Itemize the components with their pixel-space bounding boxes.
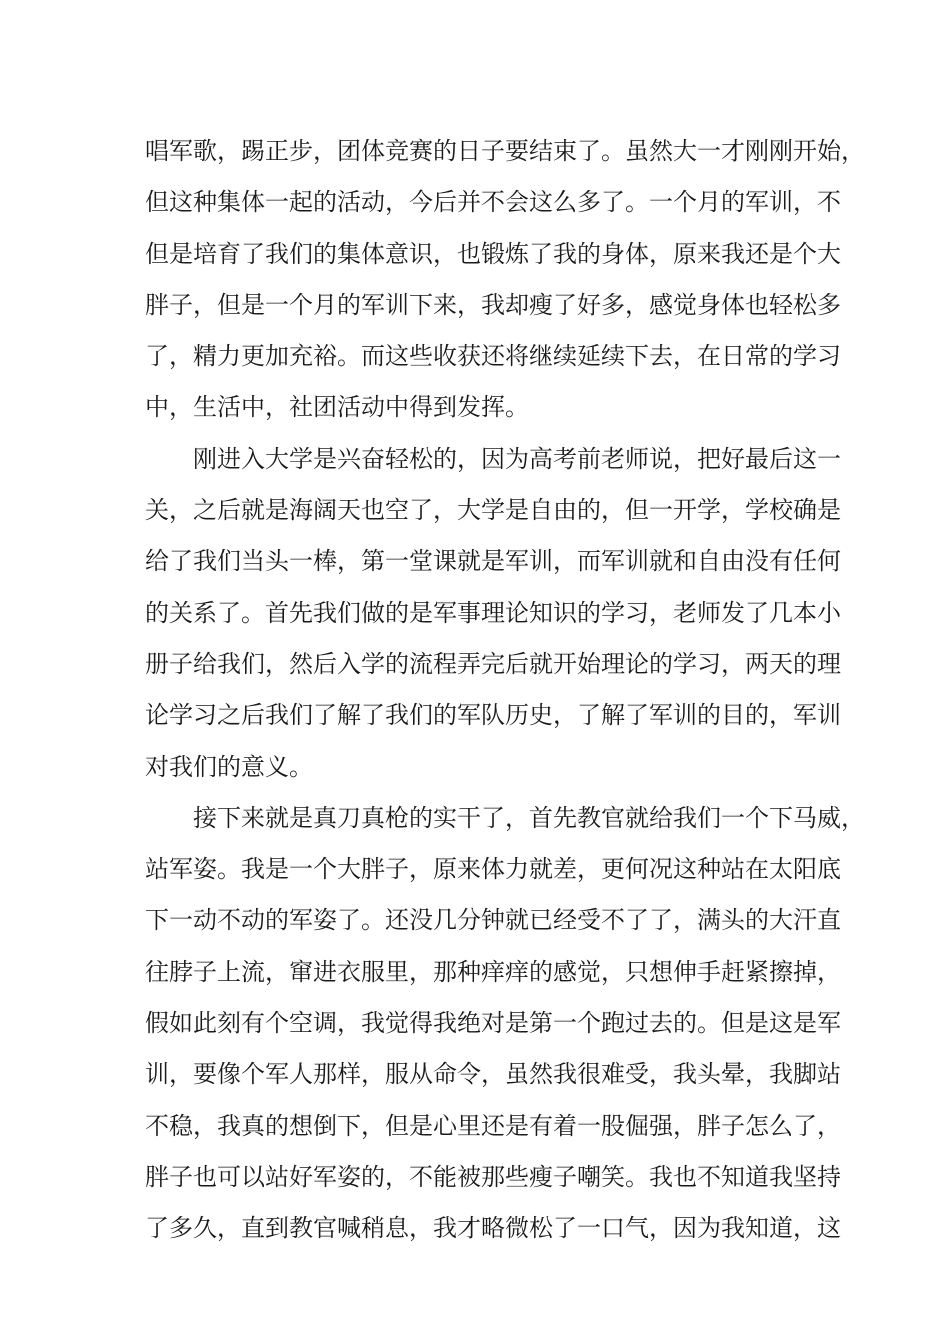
text-line: 接下来就是真刀真枪的实干了，首先教官就给我们一个下马威，	[193, 803, 865, 832]
paragraph-1	[145, 126, 865, 434]
text-line: 胖子，但是一个月的军训下来，我却瘦了好多，感觉身体也轻松多	[145, 290, 841, 319]
text-line: 往脖子上流，窜进衣服里，那种痒痒的感觉，只想伸手赶紧擦掉，	[145, 957, 841, 986]
text-line: 训，要像个军人那样，服从命令，虽然我很难受，我头晕，我脚站	[145, 1060, 841, 1089]
text-line: 不稳，我真的想倒下，但是心里还是有着一股倔强，胖子怎么了，	[145, 1111, 841, 1140]
text-line: 了多久，直到教官喊稍息，我才略微松了一口气，因为我知道，这	[145, 1214, 841, 1243]
paragraph-3	[145, 793, 865, 1255]
text-line: 假如此刻有个空调，我觉得我绝对是第一个跑过去的。但是这是军	[145, 1009, 841, 1038]
text-line: 给了我们当头一棒，第一堂课就是军训，而军训就和自由没有任何	[145, 547, 841, 576]
text-line: 唱军歌，踢正步，团体竞赛的日子要结束了。虽然大一才刚刚开始，	[145, 137, 865, 165]
text-line: 下一动不动的军姿了。还没几分钟就已经受不了了，满头的大汗直	[145, 906, 841, 935]
text-line: 关，之后就是海阔天也空了，大学是自由的，但一开学，学校确是	[145, 496, 841, 525]
text-line: 但这种集体一起的活动，今后并不会这么多了。一个月的军训，不	[145, 188, 841, 217]
body-text	[145, 126, 865, 1255]
text-line: 了，精力更加充裕。而这些收获还将继续延续下去，在日常的学习	[145, 342, 841, 371]
text-line: 对我们的意义。	[145, 752, 313, 781]
text-line: 站军姿。我是一个大胖子，原来体力就差，更何况这种站在太阳底	[145, 855, 841, 884]
text-line: 册子给我们，然后入学的流程弄完后就开始理论的学习，两天的理	[145, 649, 841, 678]
text-line: 胖子也可以站好军姿的，不能被那些瘦子嘲笑。我也不知道我坚持	[145, 1162, 841, 1191]
paragraph-2	[145, 434, 845, 793]
text-line: 刚进入大学是兴奋轻松的，因为高考前老师说，把好最后这一	[193, 444, 841, 473]
text-line: 论学习之后我们了解了我们的军队历史，了解了军训的目的，军训	[145, 701, 841, 730]
text-line: 的关系了。首先我们做的是军事理论知识的学习，老师发了几本小	[145, 598, 841, 627]
text-line: 但是培育了我们的集体意识，也锻炼了我的身体，原来我还是个大	[145, 239, 841, 268]
text-line: 中，生活中，社团活动中得到发挥。	[145, 393, 529, 422]
